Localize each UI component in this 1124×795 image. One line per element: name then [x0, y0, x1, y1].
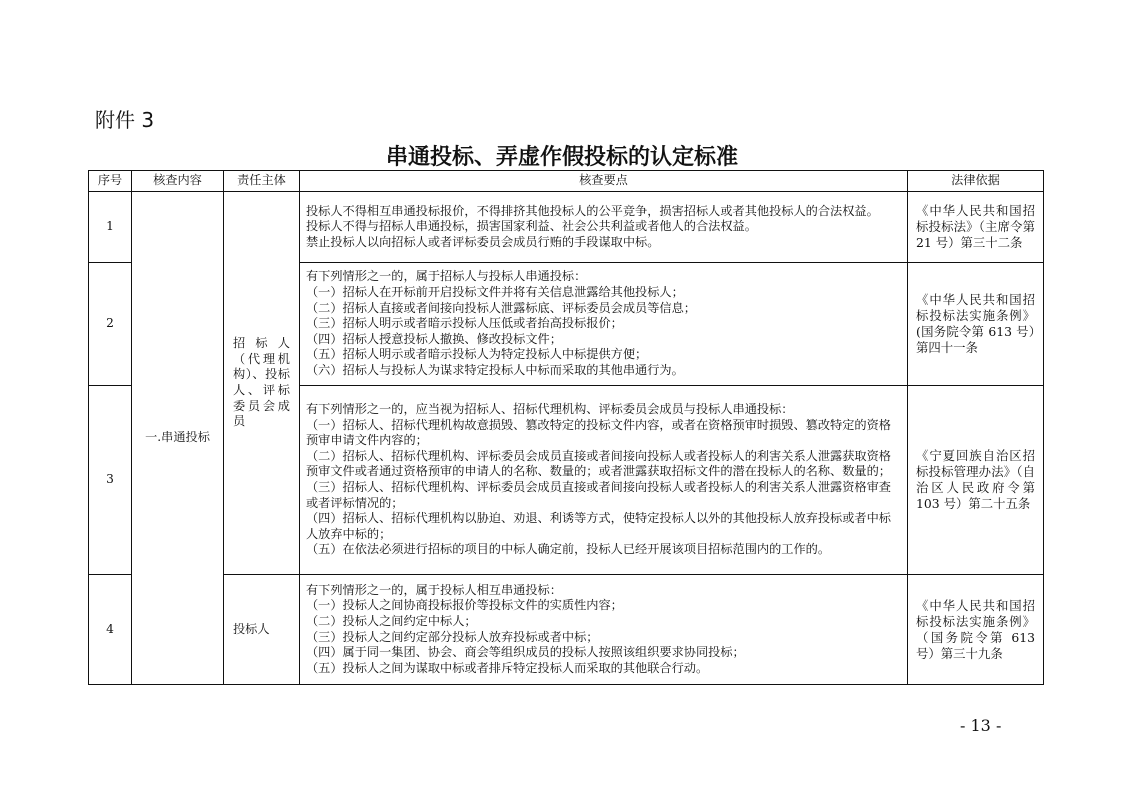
subject-cell: 招 标 人（代理机构）、投标人、评标委员会成员: [224, 192, 300, 575]
legal-basis-cell: 《宁夏回族自治区招标投标管理办法》（自治区人民政府令第 103 号）第二十五条: [908, 386, 1044, 575]
check-points-cell: [300, 192, 908, 263]
table-row: [89, 575, 1044, 685]
check-point-line: （四）属于同一集团、协会、商会等组织成员的投标人按照该组织要求协同投标；: [306, 645, 745, 660]
header-check-points: 核查要点: [300, 171, 908, 192]
check-point-line: （六）招标人与投标人为谋求特定投标人中标而采取的其他串通行为。: [306, 362, 684, 377]
check-point-line: 有下列情形之一的，属于投标人相互串通投标：: [306, 582, 562, 597]
check-point-line: 有下列情形之一的，应当视为招标人、招标代理机构、评标委员会成员与投标人串通投标：: [306, 402, 794, 417]
check-point-line: （四）招标人授意投标人撤换、修改投标文件；: [306, 331, 562, 346]
check-point-line: 投标人不得与招标人串通投标，损害国家利益、社会公共利益或者他人的合法权益。: [306, 219, 757, 234]
check-point-line: （三）投标人之间约定部分投标人放弃投标或者中标；: [306, 629, 599, 644]
attachment-label: 附件 3: [95, 108, 155, 132]
check-point-line: （一）投标人之间协商投标报价等投标文件的实质性内容；: [306, 598, 623, 613]
header-responsible-party: 责任主体: [224, 171, 300, 192]
check-point-line: 投标人不得相互串通投标报价，不得排挤其他投标人的公平竞争，损害招标人或者其他投标人的合法权益。: [306, 203, 879, 218]
header-check-content: 核查内容: [132, 171, 224, 192]
check-point-line: （一）招标人在开标前开启投标文件并将有关信息泄露给其他投标人；: [306, 285, 684, 300]
legal-basis-cell: 《中华人民共和国招标投标法实施条例》（国务院令第 613 号）第三十九条: [908, 575, 1044, 685]
page-number: - 13 -: [960, 716, 1002, 735]
category-cell: 一.串通投标: [132, 192, 224, 685]
check-point-line: （三）招标人、招标代理机构、评标委员会成员直接或者间接向投标人或者投标人的利害关系人泄露资格审查或者评标情况的；: [306, 480, 891, 510]
subject-cell: 投标人: [224, 575, 300, 685]
table-header-row: [89, 171, 1044, 192]
check-point-line: （二）招标人、招标代理机构、评标委员会成员直接或者间接向投标人或者投标人的利害关系人泄露获取资格预审文件或者通过资格预审的申请人的名称、数量的；或者泄露获取招标文件的潜在投标人的名称、数量的；: [306, 448, 891, 479]
check-point-line: （五）投标人之间为谋取中标或者排斥特定投标人而采取的其他联合行动。: [306, 660, 709, 675]
row-number: 3: [89, 386, 132, 575]
legal-basis-cell: 《中华人民共和国招标投标法实施条例》(国务院令第 613 号）第四十一条: [908, 263, 1044, 386]
row-number: 4: [89, 575, 132, 685]
table-row: [89, 192, 1044, 263]
check-point-line: （五）招标人明示或者暗示投标人为特定投标人中标提供方便；: [306, 347, 648, 362]
check-point-line: 有下列情形之一的，属于招标人与投标人串通投标：: [306, 269, 587, 284]
check-point-line: （三）招标人明示或者暗示投标人压低或者抬高投标报价；: [306, 316, 623, 331]
row-number: 1: [89, 192, 132, 263]
header-legal-basis: 法律依据: [908, 171, 1044, 192]
check-point-line: （四）招标人、招标代理机构以胁迫、劝退、利诱等方式，使特定投标人以外的其他投标人放弃投标或者中标人放弃中标的；: [306, 511, 891, 541]
check-point-line: 禁止投标人以向招标人或者评标委员会成员行贿的手段谋取中标。: [306, 234, 660, 249]
document-title: 串通投标、弄虚作假投标的认定标准: [385, 145, 738, 170]
check-point-line: （二）招标人直接或者间接向投标人泄露标底、评标委员会成员等信息；: [306, 300, 696, 315]
check-point-line: （五）在依法必须进行招标的项目的中标人确定前，投标人已经开展该项目招标范围内的工作的。: [306, 542, 831, 557]
row-number: 2: [89, 263, 132, 386]
check-points-cell: [300, 386, 908, 575]
standards-table: [88, 170, 1044, 685]
check-points-cell: [300, 263, 908, 386]
legal-basis-cell: 《中华人民共和国招标投标法》（主席令第 21 号）第三十二条: [908, 192, 1044, 263]
check-point-line: （一）招标人、招标代理机构故意损毁、篡改特定的投标文件内容，或者在资格预审时损毁、篡改特定的资格预审申请文件内容的；: [306, 417, 891, 448]
check-points-cell: [300, 575, 908, 685]
header-no: 序号: [89, 171, 132, 192]
check-point-line: （二）投标人之间约定中标人；: [306, 613, 477, 628]
